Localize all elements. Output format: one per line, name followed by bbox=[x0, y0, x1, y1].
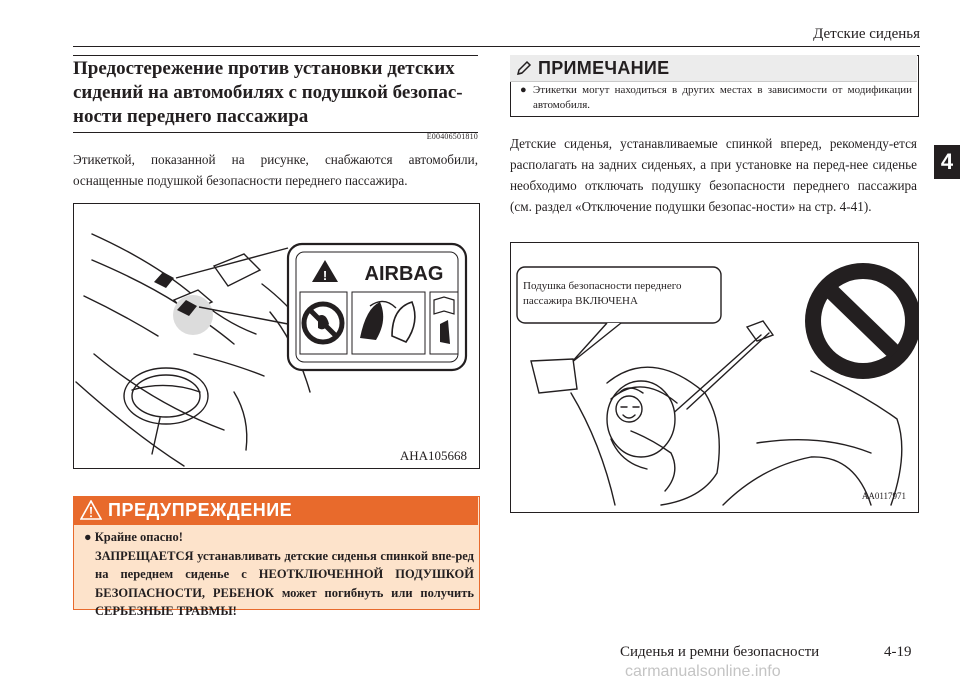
section-code: E00406501810 bbox=[426, 132, 478, 141]
warning-text: ЗАПРЕЩАЕТСЯ устанавливать детские сиденья спинкой впе-ред на переднем сиденье с НЕОТКЛЮЧЕННОЙ ПОДУШКОЙ БЕЗОПАСНОСТИ, РЕБЕНОК может погибнуть или получить СЕРЬЕЗНЫЕ ТРАВМЫ! bbox=[95, 548, 474, 618]
right-paragraph: Детские сиденья, устанавливаемые спинкой вперед, рекоменду-ется располагать на задних сиденьях, а при установке на перед-нее сиденье необходимо отключать подушку безопасности переднего пассажира (см. раздел «Отключение подушки безопас-ности» на стр. 4-41). bbox=[510, 136, 917, 214]
warning-body bbox=[84, 528, 474, 621]
watermark: carmanualsonline.info bbox=[625, 663, 781, 680]
chapter-tab[interactable]: 4 bbox=[934, 145, 960, 179]
airbag-label-text: AIRBAG bbox=[364, 263, 444, 285]
note-body bbox=[520, 83, 912, 113]
page-number: 4-19 bbox=[884, 644, 912, 660]
warning-lead: Крайне опасно! bbox=[94, 530, 183, 544]
section-paragraph: Этикеткой, показанной на рисунке, снабжаются автомобили, оснащенные подушкой безопасности переднего пассажира. bbox=[73, 152, 478, 188]
figure1-code: AHA105668 bbox=[399, 448, 467, 463]
child-seat-illustration bbox=[511, 243, 918, 512]
bullet-icon: ● bbox=[520, 84, 527, 96]
airbag-label-figure bbox=[73, 203, 480, 469]
svg-text:!: ! bbox=[322, 268, 328, 283]
airbag-on-callout: Подушка безопасности переднего пассажира ВКЛЮЧЕНА bbox=[523, 280, 682, 307]
running-header: Детские сиденья bbox=[813, 26, 920, 42]
bullet-icon: ● bbox=[84, 530, 95, 544]
warning-triangle-icon bbox=[80, 500, 102, 520]
figure2-code: AA0117971 bbox=[861, 491, 906, 501]
section-title: Предостережение против установки детских сидений на автомобилях с подушкой безопас-ности переднего пассажира bbox=[73, 58, 463, 127]
warning-title: ПРЕДУПРЕЖДЕНИЕ bbox=[108, 500, 293, 520]
header-rule bbox=[73, 46, 920, 47]
pencil-icon bbox=[515, 59, 533, 77]
note-title: ПРИМЕЧАНИЕ bbox=[538, 58, 670, 78]
note-text: Этикетки могут находиться в других местах в зависимости от модификации автомобиля. bbox=[533, 84, 912, 111]
dashboard-illustration bbox=[74, 204, 479, 468]
child-seat-figure bbox=[510, 242, 919, 513]
footer-section: Сиденья и ремни безопасности bbox=[620, 644, 820, 660]
